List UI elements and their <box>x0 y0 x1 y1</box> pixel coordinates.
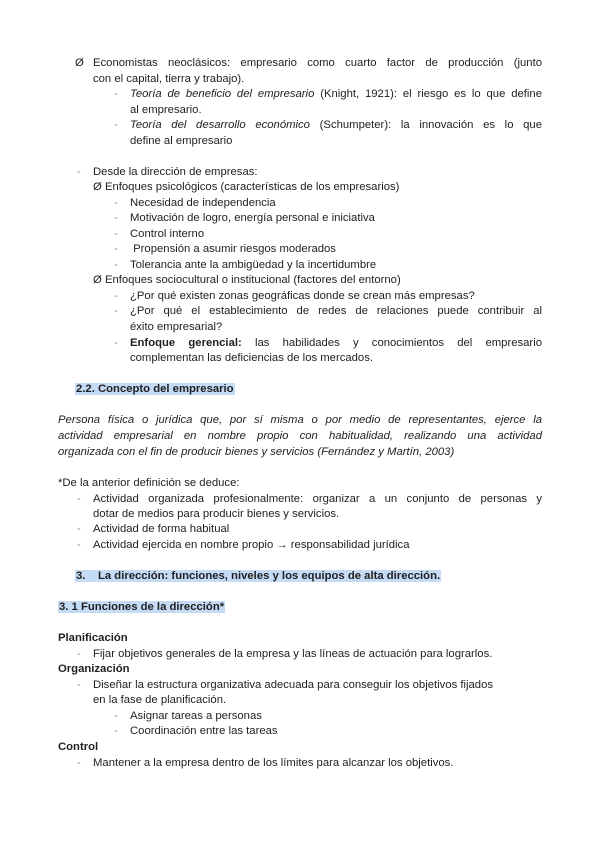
dash-bullet: - <box>114 290 118 302</box>
dash-bullet: - <box>77 648 81 660</box>
section-heading <box>75 569 441 585</box>
text: (Schumpeter): la innovación es lo que <box>309 119 542 131</box>
dash-bullet: - <box>77 539 81 551</box>
list-item: Actividad ejercida en nombre propio → responsabilidad jurídica <box>93 539 410 551</box>
dash-bullet: - <box>77 757 81 769</box>
text-line: con el capital, tierra y trabajo). <box>93 73 245 85</box>
dash-bullet: - <box>77 166 81 178</box>
dash-bullet: - <box>114 88 118 100</box>
dash-bullet: - <box>114 212 118 224</box>
dash-bullet: - <box>114 119 118 131</box>
text-line: éxito empresarial? <box>130 321 223 333</box>
text-line: al empresario. <box>130 104 202 116</box>
list-item: Motivación de logro, energía personal e iniciativa <box>130 212 375 224</box>
text-line: *De la anterior definición se deduce: <box>58 477 240 489</box>
definition-line: organizada con el fin de producir bienes y servicios (Fernández y Martín, 2003) <box>58 446 455 458</box>
list-item: Diseñar la estructura organizativa adecuada para conseguir los objetivos fijados <box>93 679 494 691</box>
subsection-heading <box>58 600 225 616</box>
section-number <box>75 570 441 582</box>
dash-bullet: - <box>114 228 118 240</box>
list-item: Tolerancia ante la ambigüedad y la incertidumbre <box>130 259 377 271</box>
text-line <box>93 273 401 289</box>
section-title: 2.2. Concepto del empresario <box>76 383 234 395</box>
text-line: Economistas neoclásicos: empresario como cuarto factor de producción (junto <box>93 57 542 69</box>
list-item <box>130 336 542 352</box>
text-line <box>130 118 542 134</box>
text-line: dotar de medios para producir bienes y servicios. <box>93 508 340 520</box>
text-line <box>93 180 399 196</box>
subsection-title: 3. 1 Funciones de la dirección* <box>59 601 225 613</box>
text: Enfoques psicológicos (características de los empresarios) <box>104 181 400 193</box>
title: La dirección: funciones, niveles y los equipos de alta dirección. <box>97 570 441 582</box>
bullet-symbol <box>75 56 84 72</box>
text-line <box>130 87 542 103</box>
list-item: Control interno <box>130 228 205 240</box>
text-line: Desde la dirección de empresas: <box>93 166 258 178</box>
dash-bullet: - <box>114 725 118 737</box>
dash-bullet: - <box>114 710 118 722</box>
list-item: Fijar objetivos generales de la empresa y las líneas de actuación para lograrlos. <box>93 648 493 660</box>
list-item: ¿Por qué el establecimiento de redes de relaciones puede contribuir al <box>130 305 542 317</box>
italic-text: Teoría de beneficio del empresario <box>130 88 315 100</box>
dash-bullet: - <box>114 243 118 255</box>
section-heading <box>75 382 235 398</box>
italic-text: Teoría del desarrollo económico <box>130 119 310 131</box>
text: (Knight, 1921): el riesgo es lo que define <box>314 88 542 100</box>
text-line: en la fase de planificación. <box>93 694 227 706</box>
list-item: Asignar tareas a personas <box>130 710 262 722</box>
text: Enfoques sociocultural o institucional (factores del entorno) <box>104 274 401 286</box>
dash-bullet: - <box>77 679 81 691</box>
text: las habilidades y conocimientos del empresario <box>241 337 542 349</box>
dash-bullet: - <box>114 337 118 349</box>
organizacion-heading: Organización <box>58 663 130 675</box>
text-line: complementan las deficiencias de los mercados. <box>130 352 374 364</box>
number: 3. <box>76 570 86 582</box>
dash-bullet: - <box>114 305 118 317</box>
list-item: ¿Por qué existen zonas geográficas donde se crean más empresas? <box>130 290 475 302</box>
list-item: Propensión a asumir riesgos moderados <box>130 243 336 255</box>
dash-bullet: - <box>77 493 81 505</box>
bold-text: Enfoque gerencial: <box>130 337 242 349</box>
dash-bullet: - <box>77 523 81 535</box>
list-item: Necesidad de independencia <box>130 197 276 209</box>
dash-bullet: - <box>114 259 118 271</box>
list-item: Actividad de forma habitual <box>93 523 230 535</box>
planificacion-heading: Planificación <box>58 632 128 644</box>
text-line: define al empresario <box>130 135 233 147</box>
list-item: Mantener a la empresa dentro de los límites para alcanzar los objetivos. <box>93 757 454 769</box>
control-heading: Control <box>58 741 99 753</box>
definition-line: Persona física o jurídica que, por sí misma o por medio de representantes, ejerce la <box>58 414 542 426</box>
list-item: Coordinación entre las tareas <box>130 725 278 737</box>
definition-line: actividad empresarial en nombre propio con habitualidad, realizando una actividad <box>58 430 542 442</box>
dash-bullet: - <box>114 197 118 209</box>
list-item: Actividad organizada profesionalmente: organizar a un conjunto de personas y <box>93 493 542 505</box>
symbol: Ø <box>93 274 102 286</box>
symbol: Ø <box>75 57 84 69</box>
symbol: Ø <box>93 181 102 193</box>
